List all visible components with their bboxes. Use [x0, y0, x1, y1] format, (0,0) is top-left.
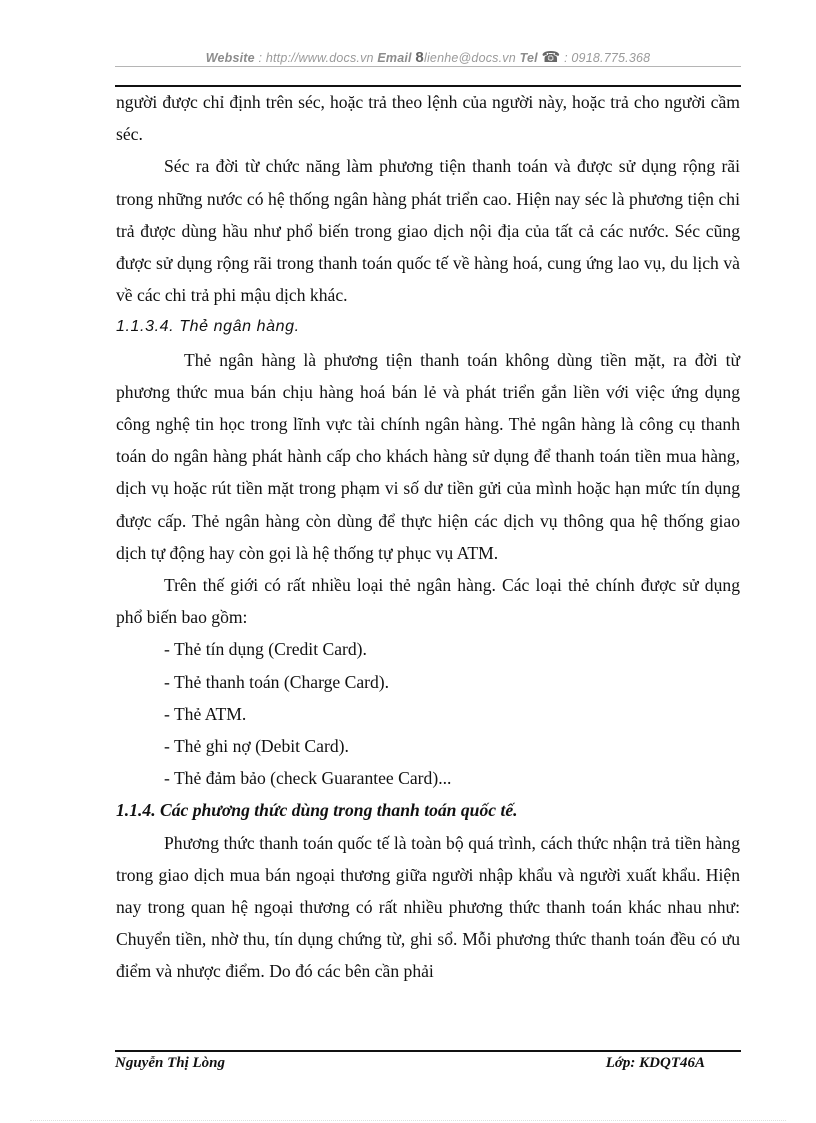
list-item-atm-card: - Thẻ ATM. [164, 703, 247, 724]
email-value[interactable]: lienhe@docs.vn [423, 51, 516, 65]
tel-label: Tel [519, 51, 538, 65]
paragraph-card-types-intro: Trên thế giới có rất nhiều loại thẻ ngân hàng. Các loại thẻ chính được sử dụng phổ biến bao gồm: [116, 575, 740, 628]
page-header [115, 48, 741, 66]
subheading-bank-card: 1.1.3.4. Thẻ ngân hàng. [116, 318, 300, 336]
list-item-charge-card: - Thẻ thanh toán (Charge Card). [164, 671, 390, 692]
list-item-debit-card: - Thẻ ghi nợ (Debit Card). [164, 736, 349, 757]
list-item-guarantee-card: - Thẻ đảm bảo (check Guarantee Card)... [164, 768, 452, 789]
paragraph-cheque-origin: Séc ra đời từ chức năng làm phương tiện thanh toán và được sử dụng rộng rãi trong những nước có hệ thống ngân hàng phát triển cao. Hiện nay séc là phương tiện chi trả được dùng hầu như phổ biến trong giao dịch nội địa của tất cả các nước. Séc cũng được sử dụng rộng rãi trong thanh toán quốc tế về hàng hoá, cung ứng lao vụ, du lịch và về các chi trả phi mậu dịch khác. [116, 156, 740, 306]
website-url[interactable]: : http://www.docs.vn [258, 51, 374, 65]
header-divider-thin [115, 66, 741, 67]
list-item-credit-card: - Thẻ tín dụng (Credit Card). [164, 639, 367, 660]
tel-value: : 0918.775.368 [564, 51, 651, 65]
website-label: Website [205, 51, 255, 65]
section-heading: 1.1.4. Các phương thức dùng trong thanh toán quốc tế. [116, 800, 518, 821]
phone-icon: ☎ [541, 49, 561, 66]
footer-class: Lớp: KDQT46A [605, 1055, 705, 1071]
footer-divider [115, 1050, 741, 1052]
email-icon: 8 [415, 49, 424, 66]
page-body [116, 86, 740, 988]
page-footer [115, 1055, 741, 1075]
footer-author: Nguyễn Thị Lòng [115, 1055, 226, 1071]
paragraph-payment-methods: Phương thức thanh toán quốc tế là toàn bộ quá trình, cách thức nhận trả tiền hàng trong giao dịch mua bán ngoại thương giữa người nhập khẩu và người xuất khẩu. Hiện nay trong quan hệ ngoại thương có rất nhiều phương thức thanh toán khác nhau như: Chuyển tiền, nhờ thu, tín dụng chứng từ, ghi sổ. Mỗi phương thức thanh toán đều có ưu điểm và nhược điểm. Do đó các bên cần phải [116, 832, 740, 982]
paragraph-bank-card-definition: Thẻ ngân hàng là phương tiện thanh toán không dùng tiền mặt, ra đời từ phương thức mua bán chịu hàng hoá bán lẻ và phát triển gắn liền với việc ứng dụng công nghệ tin học trong lĩnh vực tài chính ngân hàng. Thẻ ngân hàng là công cụ thanh toán do ngân hàng phát hành cấp cho khách hàng sử dụng để thanh toán tiền mua hàng, dịch vụ hoặc rút tiền mặt trong phạm vi số dư tiền gửi của mình hoặc hạn mức tín dụng được cấp. Thẻ ngân hàng còn dùng để thực hiện các dịch vụ thông qua hệ thống giao dịch tự động hay còn gọi là hệ thống tự phục vụ ATM. [116, 349, 740, 563]
bottom-dotted-rule [30, 1120, 786, 1121]
paragraph-cheque-payee: người được chỉ định trên séc, hoặc trả theo lệnh của người này, hoặc trả cho người cầm séc. [116, 92, 740, 145]
email-label: Email [377, 51, 412, 65]
